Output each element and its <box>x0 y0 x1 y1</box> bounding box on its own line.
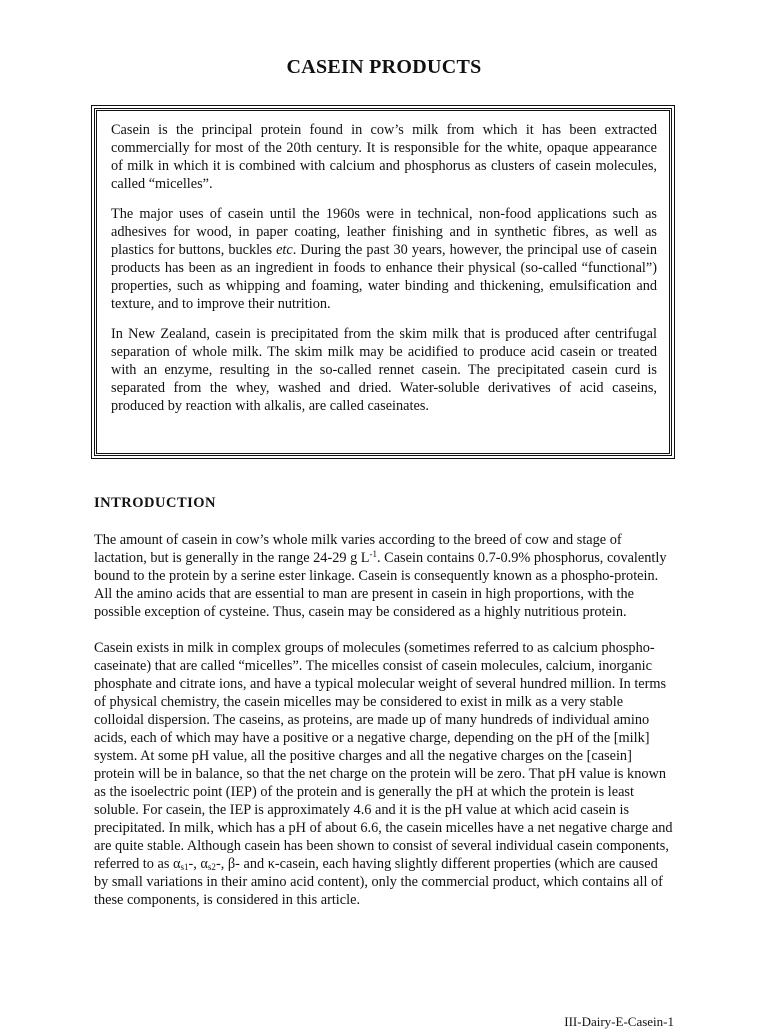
beta-symbol: β <box>227 856 236 872</box>
alpha-symbol-1: α <box>172 856 181 872</box>
intro-p1-superscript: -1 <box>369 549 378 559</box>
intro-paragraph-1 <box>94 531 674 621</box>
page-footer: III-Dairy-E-Casein-1 <box>564 1014 674 1029</box>
abstract-paragraph-1: Casein is the principal protein found in cow’s milk from which it has been extracted commercially for most of the 20th century. It is responsible for the white, opaque appearance of milk in which it is combined with calcium and phosphorus as clusters of casein molecules, called “micelles”. <box>111 122 657 192</box>
abstract-p2-text-b: . During the past 30 years, however, the principal use of casein products has been as an ingredient in foods to enhance their physical (so-called “functional”) properties, such as whipping and foaming, water binding and thickening, emulsification and texture, and to improve their nutrition. <box>111 242 658 312</box>
subscript-s1: s1 <box>180 862 189 872</box>
intro-p1-text-b: . Casein contains 0.7-0.9% phosphorus, covalently bound to the protein by a serine ester linkage. Casein is consequently known as a phospho-protein. All the amino acids that are essential to man are present in casein in high proportions, with the possible exception of cysteine. Thus, casein may be considered as a highly nutritious protein. <box>94 550 667 620</box>
introduction-body <box>94 531 674 927</box>
abstract-paragraph-3: In New Zealand, casein is precipitated from the skim milk that is produced after centrifugal separation of whole milk. The skim milk may be acidified to produce acid casein or treated with an enzyme, resulting in the so-called rennet casein. The precipitated casein curd is separated from the whey, washed and dried. Water-soluble derivatives of acid caseins, produced by reaction with alkalis, are called caseinates. <box>111 326 657 414</box>
abstract-p2-etc: etc <box>276 242 293 258</box>
abstract-box <box>94 108 672 456</box>
alpha-symbol-2: α <box>200 856 208 872</box>
subscript-s2: s2 <box>207 862 216 872</box>
abstract-text <box>111 121 657 427</box>
intro-p2-text-a: Casein exists in milk in complex groups of molecules (sometimes referred to as calcium phospho-caseinate) that are called “micelles”. The micelles consist of casein molecules, calcium, inorganic phosphate and citrate ions, and have a typical molecular weight of several hundred million. In terms of physical chemistry, the casein micelles may be considered to exist in milk as a very stable colloidal dispersion. The caseins, as proteins, are made up of many hundreds of individual amino acids, each of which may have a positive or a negative charge, depending on the pH of the [milk] system. At some pH value, all the positive charges and all the negative charges on the [casein] protein will be in balance, so that the net charge on the protein will be zero. That pH value is known as the isoelectric point (IEP) of the protein and is generally the pH at which the protein is least soluble. For casein, the IEP is approximately 4.6 and it is the pH value at which acid casein is precipitated. In milk, which has a pH of about 6.6, the casein micelles have a net negative charge and are quite stable. Although casein has been shown to consist of several individual casein components, referred to as <box>94 640 673 872</box>
and-text: - and <box>235 856 268 872</box>
abstract-p2-text-a: The major uses of casein until the 1960s were in technical, non-food applications such as adhesives for wood, in paper coating, leather finishing and in synthetic fibres, as well as plastics for buttons, buckles <box>111 206 657 258</box>
intro-p1-text-a: The amount of casein in cow’s whole milk varies according to the breed of cow and stage of lactation, but is generally in the range 24-29 g L <box>94 532 622 566</box>
abstract-paragraph-2 <box>111 205 657 313</box>
intro-paragraph-2 <box>94 639 674 909</box>
page-title: CASEIN PRODUCTS <box>286 56 482 78</box>
introduction-heading: INTRODUCTION <box>94 495 217 511</box>
kappa-symbol: κ <box>267 856 275 872</box>
separator-2: -, <box>215 856 228 872</box>
separator-1: -, <box>188 856 201 872</box>
intro-p2-text-b: -casein, each having slightly different properties (which are caused by small variations in their amino acid content), only the commercial product, which contains all of these components, is considered in this article. <box>94 856 663 908</box>
